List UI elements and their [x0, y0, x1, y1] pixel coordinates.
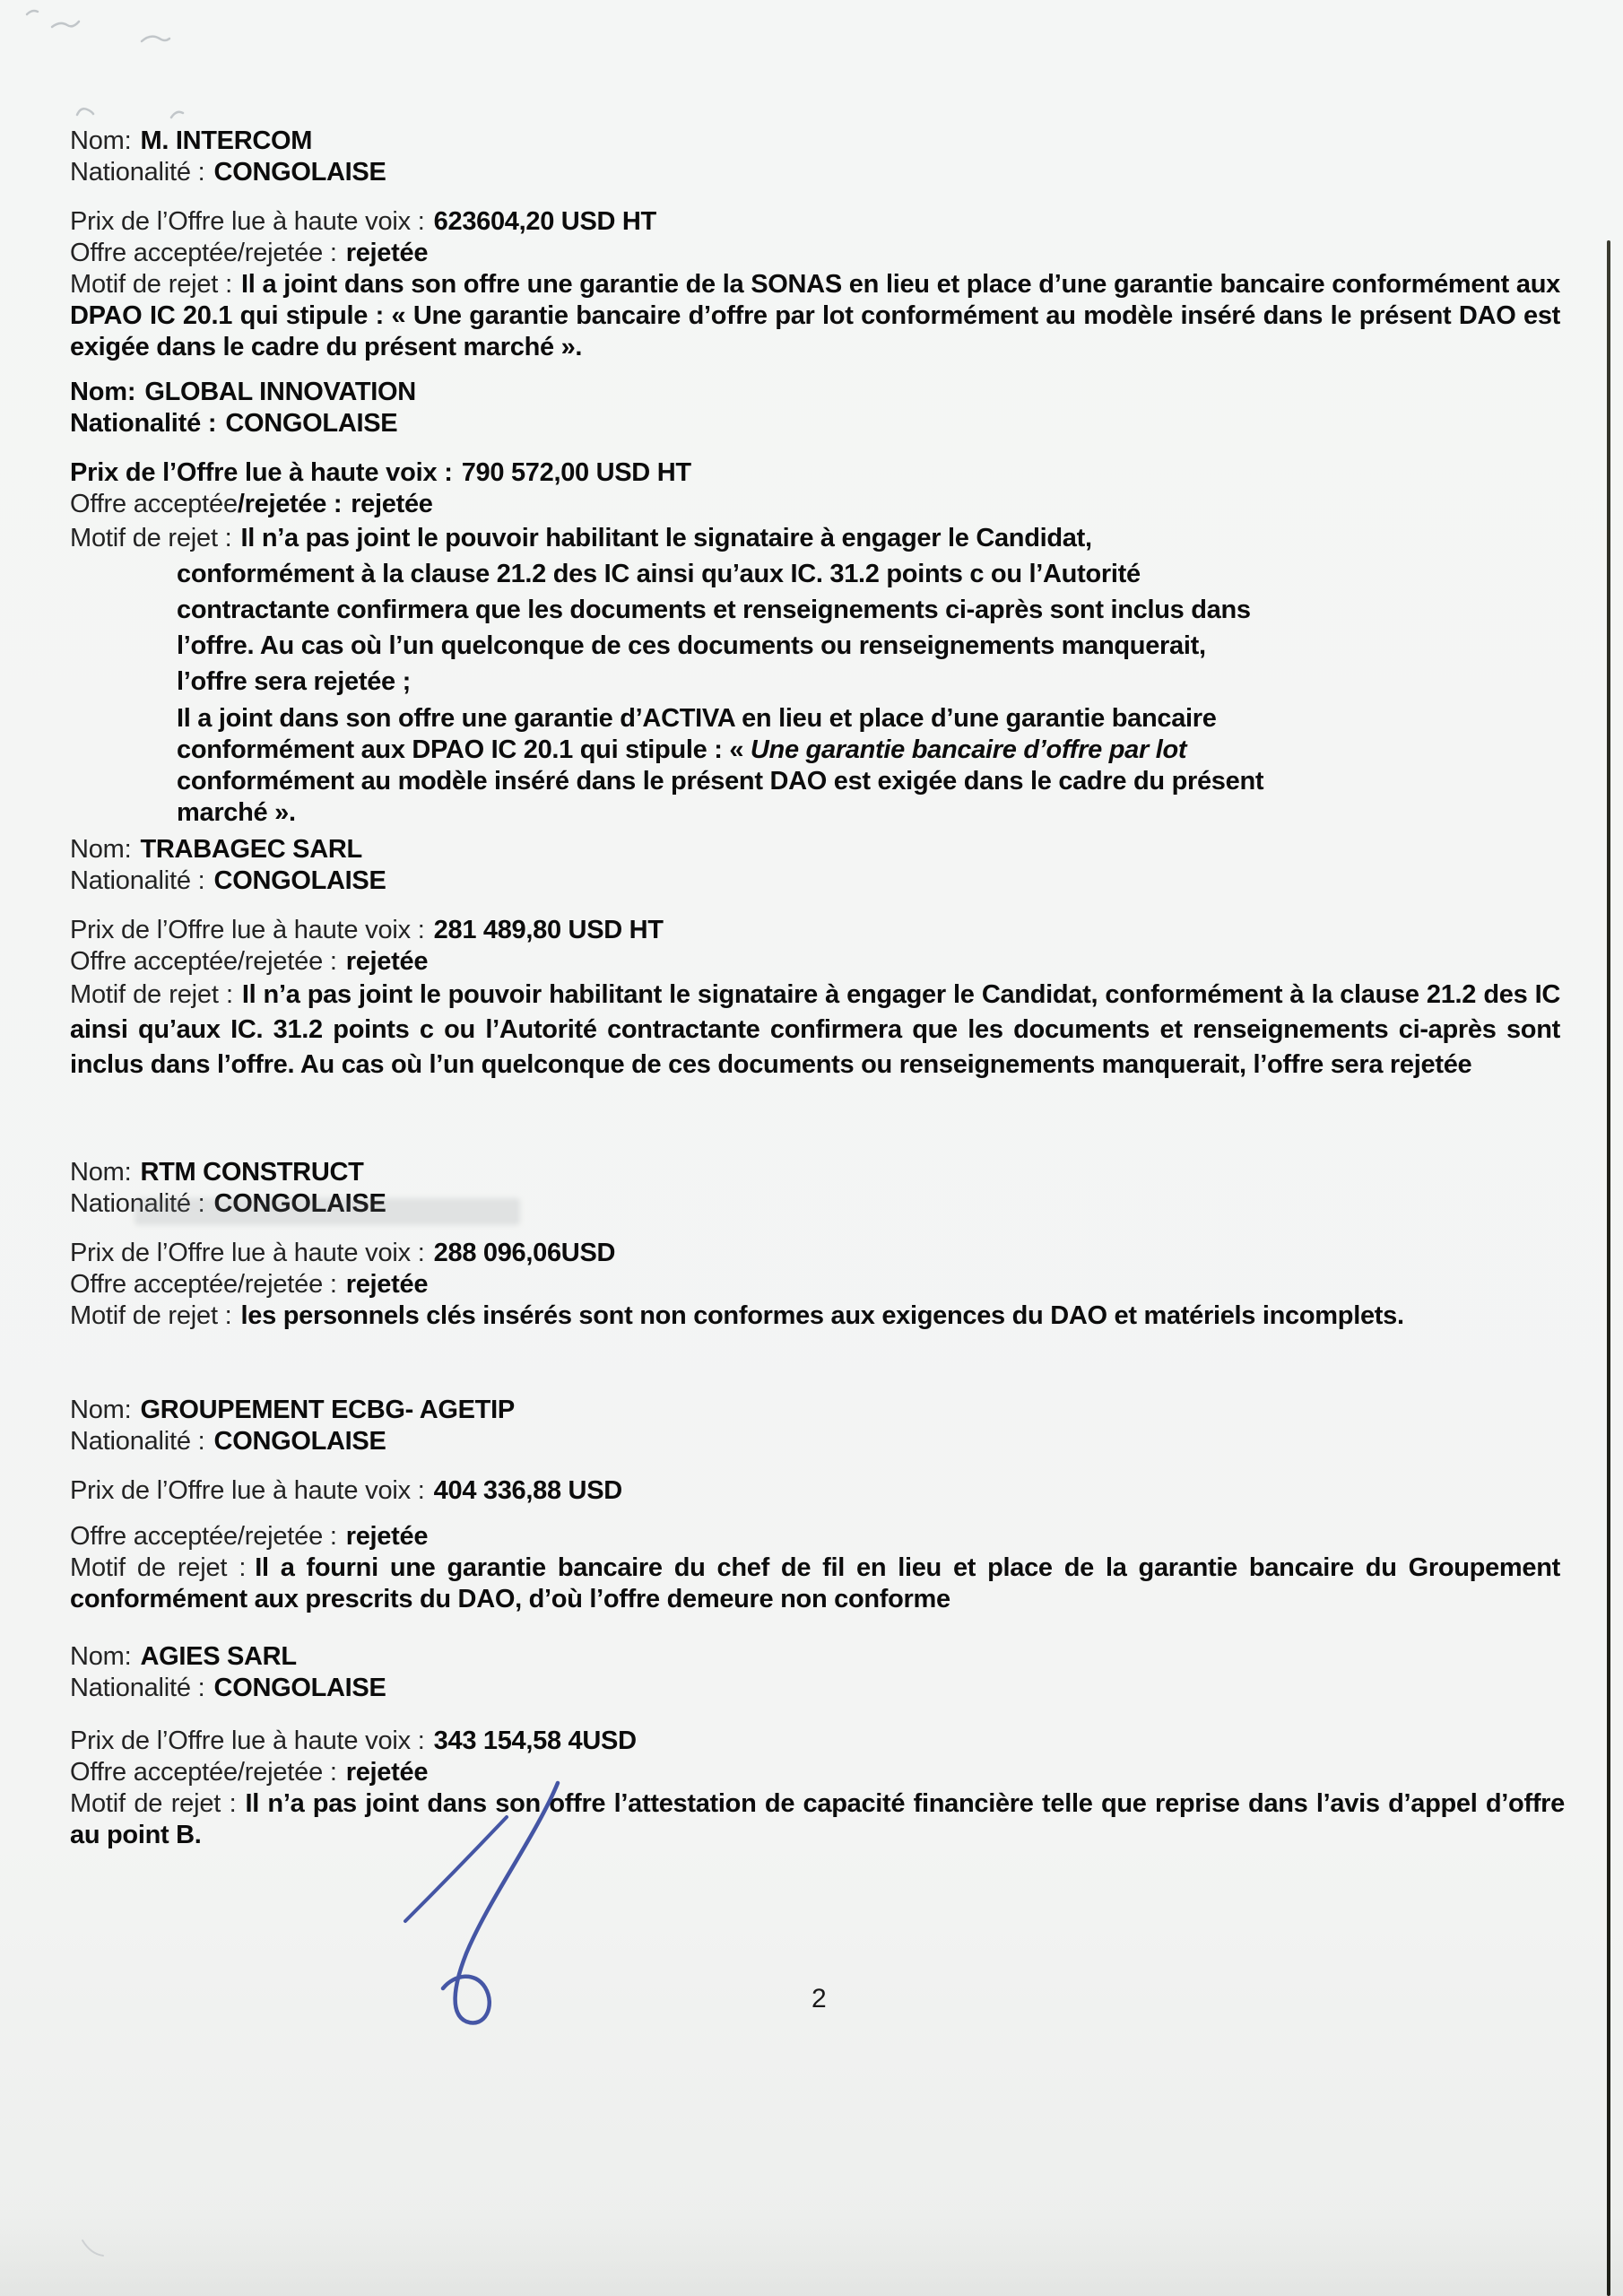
offre-label: Offre acceptée/rejetée :: [70, 239, 337, 267]
bidder-name-line: [70, 377, 1576, 408]
nationalite-label: Nationalité :: [70, 409, 217, 438]
offre-label: Offre acceptée/rejetée :: [70, 1270, 337, 1299]
status-line: [70, 1269, 1576, 1300]
bidder-block-agies: [70, 1641, 1576, 1851]
nationality-line: [70, 408, 1576, 439]
price-line: [70, 1238, 1576, 1269]
bid-price: 288 096,06USD: [433, 1239, 616, 1267]
prix-label: Prix de l’Offre lue à haute voix :: [70, 458, 453, 487]
motif-text: Il a joint dans son offre une garantie d’ACTIVA en lieu et place d’une garantie bancaire conformément aux DPAO IC 20.1 qui stipule : «: [177, 704, 1217, 764]
bidder-name: M. INTERCOM: [140, 126, 313, 155]
motif-text: conformément à la clause 21.2 des IC ainsi qu’aux IC. 31.2 points c ou l’Autorité contractante confirmera que les documents et renseignements ci-après sont inclus dans l’offre. Au cas où l’un quelconque de ces documents ou renseignements manquerait, l’offre sera rejetée ;: [177, 560, 1251, 696]
motif-text: conformément au modèle inséré dans le présent DAO est exigée dans le cadre du présent marché ».: [177, 767, 1264, 827]
nationalite-label: Nationalité :: [70, 866, 205, 895]
bid-price: 404 336,88 USD: [433, 1476, 622, 1505]
bidder-name: RTM CONSTRUCT: [140, 1158, 364, 1187]
motif-text: Il n’a pas joint le pouvoir habilitant le signataire à engager le Candidat, conformément à la clause 21.2 des IC ainsi qu’aux IC. 31.2 points c ou l’Autorité contractante confirmera que les documents et renseignements ci-après sont inclus dans l’offre. Au cas où l’un quelconque de ces documents ou renseignements manquerait, l’offre sera rejetée: [70, 980, 1560, 1079]
rejection-reason: [70, 1552, 1560, 1615]
offre-label: Offre acceptée/rejetée :: [70, 1758, 337, 1787]
status-line: [70, 1521, 1576, 1552]
motif-text: Il n’a pas joint dans son offre l’attestation de capacité financière telle que reprise dans l’avis d’appel d’offre au point B.: [70, 1789, 1565, 1849]
bidder-name: AGIES SARL: [140, 1642, 297, 1671]
nationalite-label: Nationalité :: [70, 158, 205, 187]
motif-text: Il a joint dans son offre une garantie de la SONAS en lieu et place d’une garantie bancaire conformément aux DPAO IC 20.1 qui stipule : « Une garantie bancaire d’offre par lot conformément au modèle inséré dans le présent DAO est exigée dans le cadre du présent marché ».: [70, 270, 1560, 361]
offre-label-regular: Offre acceptée: [70, 490, 238, 518]
rejection-reason-intro: [70, 520, 1576, 556]
bid-status: rejetée: [351, 490, 433, 518]
bid-status: rejetée: [345, 947, 429, 976]
bid-price: 623604,20 USD HT: [433, 207, 656, 236]
bid-status: rejetée: [345, 1522, 429, 1551]
rejection-reason: [70, 1300, 1560, 1332]
offre-label-bold: /rejetée :: [237, 490, 343, 518]
rejection-reason: [70, 978, 1560, 1083]
motif-text: Il n’a pas joint le pouvoir habilitant le signataire à engager le Candidat,: [240, 524, 1092, 552]
bidder-name: GLOBAL INNOVATION: [144, 378, 416, 406]
bidder-name: TRABAGEC SARL: [140, 835, 362, 864]
motif-label: Motif de rejet :: [70, 270, 233, 299]
motif-text: Il a fourni une garantie bancaire du chef de fil en lieu et place de la garantie bancaire du Groupement conformément aux prescrits du DAO, d’où l’offre demeure non conforme: [70, 1553, 1560, 1613]
status-line: [70, 946, 1576, 978]
bidder-block-ecbg-agetip: [70, 1395, 1576, 1615]
rejection-reason-detail: [177, 556, 1266, 700]
bidder-nationality: CONGOLAISE: [213, 1189, 386, 1218]
motif-label: Motif de rejet :: [70, 1553, 247, 1582]
motif-text: les personnels clés insérés sont non conformes aux exigences du DAO et matériels incomplets.: [240, 1301, 1404, 1330]
nom-label: Nom:: [70, 1158, 132, 1187]
offre-label: Offre acceptée/rejetée :: [70, 947, 337, 976]
bidder-nationality: CONGOLAISE: [213, 866, 386, 895]
status-line: [70, 489, 1576, 520]
bidder-nationality: CONGOLAISE: [225, 409, 398, 438]
nationality-line: [70, 865, 1576, 897]
nom-label: Nom:: [70, 1642, 132, 1671]
rejection-reason-detail-2: [177, 703, 1311, 829]
bidder-name-line: [70, 834, 1576, 865]
bid-price: 343 154,58 4USD: [433, 1726, 637, 1755]
bidder-nationality: CONGOLAISE: [213, 1427, 386, 1456]
rejection-reason: [70, 269, 1560, 363]
prix-label: Prix de l’Offre lue à haute voix :: [70, 1239, 425, 1267]
bid-price: 790 572,00 USD HT: [461, 458, 691, 487]
status-line: [70, 238, 1576, 269]
prix-label: Prix de l’Offre lue à haute voix :: [70, 1726, 425, 1755]
nationality-line: [70, 1426, 1576, 1457]
nationality-line: [70, 157, 1576, 188]
nationalite-label: Nationalité :: [70, 1674, 205, 1702]
bidder-name: GROUPEMENT ECBG- AGETIP: [140, 1396, 515, 1424]
price-line: [70, 206, 1576, 238]
bid-status: rejetée: [345, 1758, 429, 1787]
bidder-name-line: [70, 1157, 1576, 1188]
bid-price: 281 489,80 USD HT: [433, 916, 664, 944]
price-line: [70, 1726, 1576, 1757]
bidder-block-global-innovation: [70, 377, 1576, 829]
price-line: [70, 915, 1576, 946]
nom-label: Nom:: [70, 126, 132, 155]
prix-label: Prix de l’Offre lue à haute voix :: [70, 207, 425, 236]
bidder-block-rtm-construct: [70, 1157, 1576, 1332]
scan-edge-line: [1607, 240, 1610, 2296]
bid-status: rejetée: [345, 239, 429, 267]
bidder-name-line: [70, 1641, 1576, 1673]
bid-status: rejetée: [345, 1270, 429, 1299]
prix-label: Prix de l’Offre lue à haute voix :: [70, 916, 425, 944]
bidder-block-trabagec: [70, 834, 1576, 1083]
prix-label: Prix de l’Offre lue à haute voix :: [70, 1476, 425, 1505]
bidder-name-line: [70, 1395, 1576, 1426]
nationality-line: [70, 1673, 1576, 1704]
price-line: [70, 1475, 1576, 1507]
motif-label: Motif de rejet :: [70, 1301, 232, 1330]
bidder-nationality: CONGOLAISE: [213, 158, 386, 187]
motif-label: Motif de rejet :: [70, 1789, 237, 1818]
bidder-name-line: [70, 126, 1576, 157]
status-line: [70, 1757, 1576, 1788]
nom-label: Nom:: [70, 835, 132, 864]
motif-label: Motif de rejet :: [70, 524, 232, 552]
nom-label: Nom:: [70, 378, 136, 406]
offre-label: Offre acceptée/rejetée :: [70, 1522, 337, 1551]
price-line: [70, 457, 1576, 489]
scan-smear: [135, 1198, 520, 1225]
motif-label: Motif de rejet :: [70, 980, 233, 1009]
nationalite-label: Nationalité :: [70, 1427, 205, 1456]
nationalite-label: Nationalité :: [70, 1189, 205, 1218]
rejection-reason: [70, 1788, 1565, 1851]
page-number: 2: [812, 1984, 827, 2013]
bottom-shade: [0, 2215, 1623, 2296]
bidder-block-m-intercom: [70, 126, 1576, 363]
motif-text-italic: Une garantie bancaire d’offre par lot: [750, 735, 1187, 764]
bidder-nationality: CONGOLAISE: [213, 1674, 386, 1702]
nom-label: Nom:: [70, 1396, 132, 1424]
